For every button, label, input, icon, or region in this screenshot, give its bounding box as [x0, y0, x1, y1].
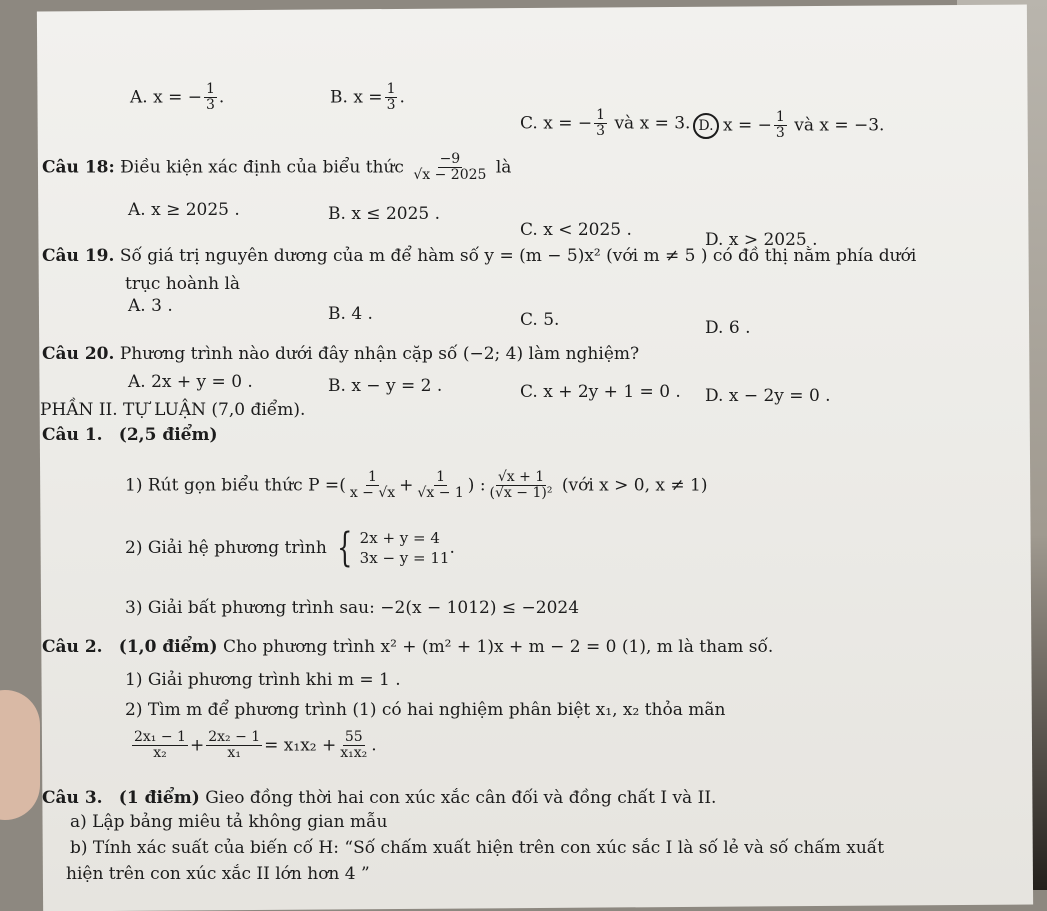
q17-option-b: [330, 82, 405, 114]
denominator: 3: [205, 97, 215, 114]
brace-icon: {: [337, 525, 353, 572]
option-label: B.: [328, 304, 346, 324]
option-text: x = −: [153, 87, 202, 108]
question-number: Câu 20.: [42, 344, 115, 364]
option-label: D.: [705, 386, 724, 406]
q19-option-b: [328, 304, 373, 324]
fraction: [594, 108, 607, 140]
denominator: x₂: [153, 745, 167, 762]
denominator: 3: [775, 125, 785, 142]
option-label: D.: [705, 318, 724, 338]
c3-part-a: a) Lập bảng miêu tả không gian mẫu: [70, 812, 388, 832]
c1-heading: [42, 425, 218, 445]
c3-part-b: b) Tính xác suất của biến cố H: “Số chấm xuất hiện trên con xúc sắc I là số lẻ và số chấm xuất: [70, 838, 885, 858]
c1-part2: 2) Giải hệ phương trình { 2x + y = 4 3x − y = 11 .: [125, 525, 455, 572]
question-number: Câu 1.: [42, 425, 103, 445]
option-text: 5.: [543, 310, 560, 330]
q19-option-d: [705, 318, 750, 338]
option-label: B.: [330, 87, 348, 108]
option-text: và x = −3.: [794, 115, 885, 136]
question-text: Số giá trị nguyên dương của m để hàm số y = (m − 5)x² (với m ≠ 5 ) có đồ thị nằm phía dưới: [119, 246, 917, 266]
c2-condition: $\frac{\text{2x₁ − 1}}{\text{x₂}}$ + $\frac{\text{2x₂ − 1}}{\text{x₁}}$ = x₁x₂ + $\frac{55}{\text{x₁x₂}}$ .: [134, 729, 377, 762]
option-text: 4 .: [351, 304, 373, 324]
part-text: 1) Rút gọn biểu thức: [125, 475, 303, 496]
option-text: và x = 3.: [614, 113, 691, 134]
finger-shadow: [0, 690, 40, 820]
q20-question: [42, 344, 639, 364]
option-label: C.: [520, 220, 538, 240]
numerator: √x + 1: [497, 469, 545, 485]
numerator: 1: [436, 469, 446, 485]
option-label: B.: [328, 376, 346, 396]
option-label: C.: [520, 382, 538, 402]
fraction: [206, 730, 262, 762]
q20-option-c: [520, 382, 681, 402]
question-text: Cho phương trình x² + (m² + 1)x + m − 2 = 0 (1), m là tham số.: [222, 637, 774, 657]
option-label: B.: [328, 204, 346, 224]
c3-heading: [42, 788, 716, 808]
q18-question: [42, 152, 511, 184]
fraction: [774, 110, 787, 142]
option-text: x = −: [723, 115, 772, 136]
fraction: [411, 152, 488, 184]
numerator: 1: [386, 81, 396, 97]
q18-option-c: [520, 220, 632, 240]
expression: = x₁x₂ +: [264, 735, 337, 756]
numerator: −9: [439, 151, 461, 167]
option-text: x > 2025 .: [728, 230, 818, 250]
option-text: 6 .: [728, 318, 751, 338]
numerator: 1: [596, 107, 606, 123]
c2-heading: [42, 637, 773, 657]
option-text: x + 2y + 1 = 0 .: [543, 382, 681, 402]
q18-option-b: [328, 204, 440, 224]
c2-part2: 2) Tìm m để phương trình (1) có hai nghiệm phân biệt x₁, x₂ thỏa mãn: [125, 700, 726, 720]
q20-option-d: [705, 386, 831, 406]
equation: 2x + y = 4: [359, 529, 440, 547]
option-label: C.: [520, 310, 538, 330]
denominator: √x − 1: [417, 485, 464, 502]
question-text: Phương trình nào dưới đây nhận cặp số (−2; 4) làm nghiệm?: [119, 344, 640, 364]
fraction: [348, 470, 397, 502]
denominator: x − √x: [349, 485, 396, 502]
points: (2,5 điểm): [118, 425, 218, 445]
q18-option-a: [128, 200, 240, 220]
denominator: 3: [596, 123, 606, 140]
option-label: A.: [128, 296, 146, 316]
q20-option-a: [128, 372, 253, 392]
fraction: [385, 82, 398, 114]
equation-system: [360, 528, 450, 569]
option-text: x < 2025 .: [543, 220, 632, 240]
question-text: Gieo đồng thời hai con xúc xắc cân đối và đồng chất I và II.: [205, 788, 717, 808]
option-label: D.: [705, 230, 724, 250]
c1-part3: 3) Giải bất phương trình sau: −2(x − 1012) ≤ −2024: [125, 598, 580, 618]
option-text: x ≥ 2025 .: [151, 200, 240, 220]
c1-part1: 1) Rút gọn biểu thức P =( $\frac{1}{x - √x}$ + $\frac{1}{√x - 1}$ ) : $\frac{√x + 1}{\text{(√x − 1)²}}$ (với x > 0, x ≠ 1): [125, 469, 708, 502]
option-text: 2x + y = 0 .: [151, 372, 253, 392]
numerator: 2x₂ − 1: [208, 729, 261, 745]
points: (1,0 điểm): [118, 637, 218, 657]
denominator: x₁: [227, 745, 241, 762]
q17-option-c: [520, 108, 690, 140]
part-text: 2) Giải hệ phương trình: [125, 537, 327, 558]
option-text: .: [218, 87, 225, 108]
option-text: 3 .: [151, 296, 173, 316]
option-text: x ≤ 2025 .: [351, 204, 441, 224]
fraction: [338, 730, 369, 762]
q19-question: [42, 246, 916, 266]
option-label: C.: [520, 113, 538, 134]
expression: P =: [308, 475, 340, 496]
denominator: 3: [386, 97, 396, 114]
option-text: x − y = 2 .: [351, 376, 443, 396]
q20-option-b: [328, 376, 442, 396]
option-label: A.: [130, 87, 148, 108]
option-text: x =: [353, 87, 383, 108]
denominator: x₁x₂: [340, 745, 368, 762]
option-label: A.: [128, 372, 146, 392]
numerator: 1: [205, 81, 215, 97]
c3-part-b-line2: hiện trên con xúc xắc II lớn hơn 4 ”: [66, 864, 370, 884]
q17-option-a: [130, 82, 224, 114]
fraction: [415, 470, 465, 502]
question-number: Câu 18:: [42, 157, 115, 178]
numerator: 1: [775, 109, 785, 125]
question-number: Câu 3.: [42, 788, 103, 808]
question-text: Điều kiện xác định của biểu thức: [120, 157, 404, 178]
c2-part1: 1) Giải phương trình khi m = 1 .: [125, 670, 401, 690]
condition: (với x > 0, x ≠ 1): [561, 475, 708, 496]
circled-answer-mark: D.: [693, 113, 719, 139]
equation: 3x − y = 11: [359, 549, 450, 568]
question-text: là: [495, 157, 512, 178]
fraction: [204, 82, 217, 114]
numerator: 1: [368, 469, 377, 485]
fraction: [132, 730, 188, 762]
fraction: [488, 470, 555, 502]
question-number: Câu 19.: [42, 246, 115, 266]
q19-option-c: [520, 310, 559, 330]
numerator: 55: [344, 729, 363, 745]
q17-option-d: [693, 110, 884, 142]
option-text: .: [399, 87, 405, 108]
numerator: 2x₁ − 1: [134, 729, 186, 745]
q19-option-a: [128, 296, 173, 316]
option-text: x − 2y = 0 .: [728, 386, 831, 406]
option-text: x = −: [543, 113, 593, 134]
option-label: A.: [128, 200, 146, 220]
question-number: Câu 2.: [42, 637, 103, 657]
points: (1 điểm): [118, 788, 200, 808]
denominator: (√x − 1)²: [489, 485, 553, 502]
denominator: √x − 2025: [413, 167, 487, 184]
q19-question-line2: trục hoành là: [125, 274, 241, 294]
part-two-heading: PHẦN II. TỰ LUẬN (7,0 điểm).: [40, 400, 306, 420]
